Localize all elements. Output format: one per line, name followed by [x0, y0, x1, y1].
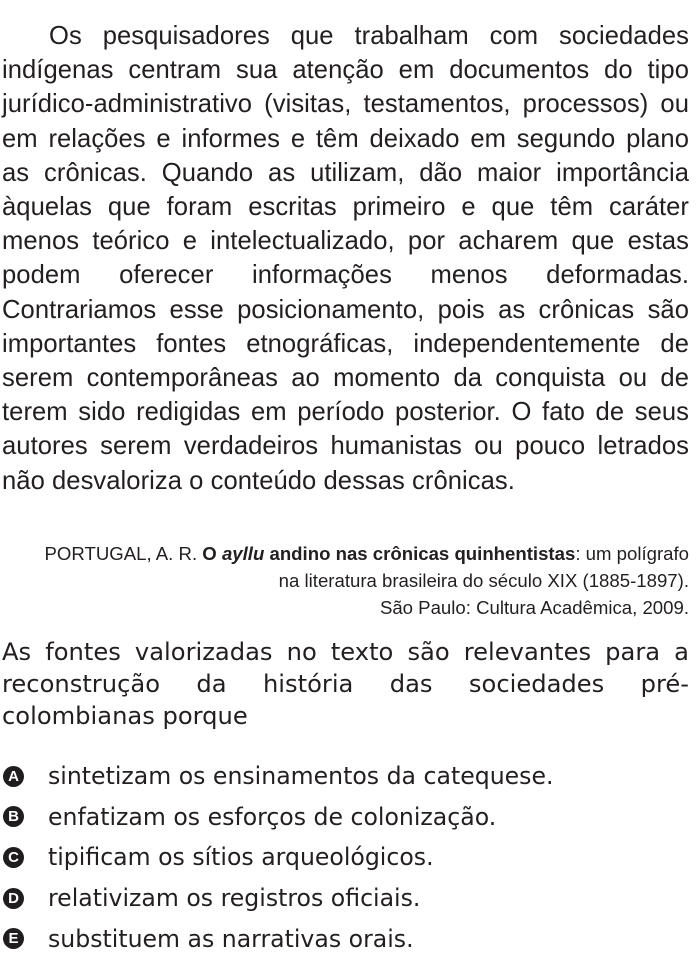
- option-e-text: substituem as narrativas orais.: [48, 924, 414, 953]
- option-b-letter-badge: B: [3, 806, 24, 827]
- citation-title-rest: andino nas crônicas quinhentistas: [269, 543, 576, 564]
- citation-title-italic: ayllu: [221, 543, 265, 564]
- option-d[interactable]: [3, 878, 553, 919]
- option-a-text: sintetizam os ensinamentos da catequese.: [48, 762, 554, 791]
- option-b-text: enfatizam os esforços de colonização.: [48, 802, 497, 831]
- citation-subtitle: : um polígrafo na literatura brasileira do século XIX (1885-1897).: [278, 543, 689, 591]
- question-stem: As fontes valorizadas no texto são relevantes para a reconstrução da história das sociedades pré-colombianas porque: [2, 638, 689, 730]
- answer-options: [3, 756, 553, 959]
- option-c[interactable]: [3, 837, 553, 878]
- citation-title-lead: O: [202, 543, 217, 564]
- option-e-letter-badge: E: [3, 928, 24, 949]
- citation-author: PORTUGAL, A. R.: [44, 543, 198, 564]
- option-a-letter-badge: A: [3, 766, 24, 787]
- citation: [29, 540, 689, 621]
- citation-publication: São Paulo: Cultura Acadêmica, 2009.: [379, 597, 689, 618]
- option-b[interactable]: [3, 797, 553, 838]
- option-c-text: tipificam os sítios arqueológicos.: [48, 843, 434, 872]
- option-a[interactable]: [3, 756, 553, 797]
- option-d-letter-badge: D: [3, 888, 24, 909]
- option-e[interactable]: [3, 918, 553, 959]
- passage-text: Os pesquisadores que trabalham com sociedades indígenas centram sua atenção em documentos do tipo jurídico-administrativo (visitas, testamentos, processos) ou em relações e informes e têm deixado em segundo plano as crônicas. Quando as utilizam, dão maior importância àquelas que foram escritas primeiro e que têm caráter menos teórico e intelectualizado, por acharem que estas podem oferecer informações menos deformadas. Contrariamos esse posicionamento, pois as crônicas são importantes fontes etnográficas, independentemente de serem contemporâneas ao momento da conquista ou de terem sido redigidas em período posterior. O fato de seus autores serem verdadeiros humanistas ou pouco letrados não desvaloriza o conteúdo dessas crônicas.: [2, 22, 689, 495]
- option-d-text: relativizam os registros oficiais.: [48, 884, 421, 913]
- option-c-letter-badge: C: [3, 847, 24, 868]
